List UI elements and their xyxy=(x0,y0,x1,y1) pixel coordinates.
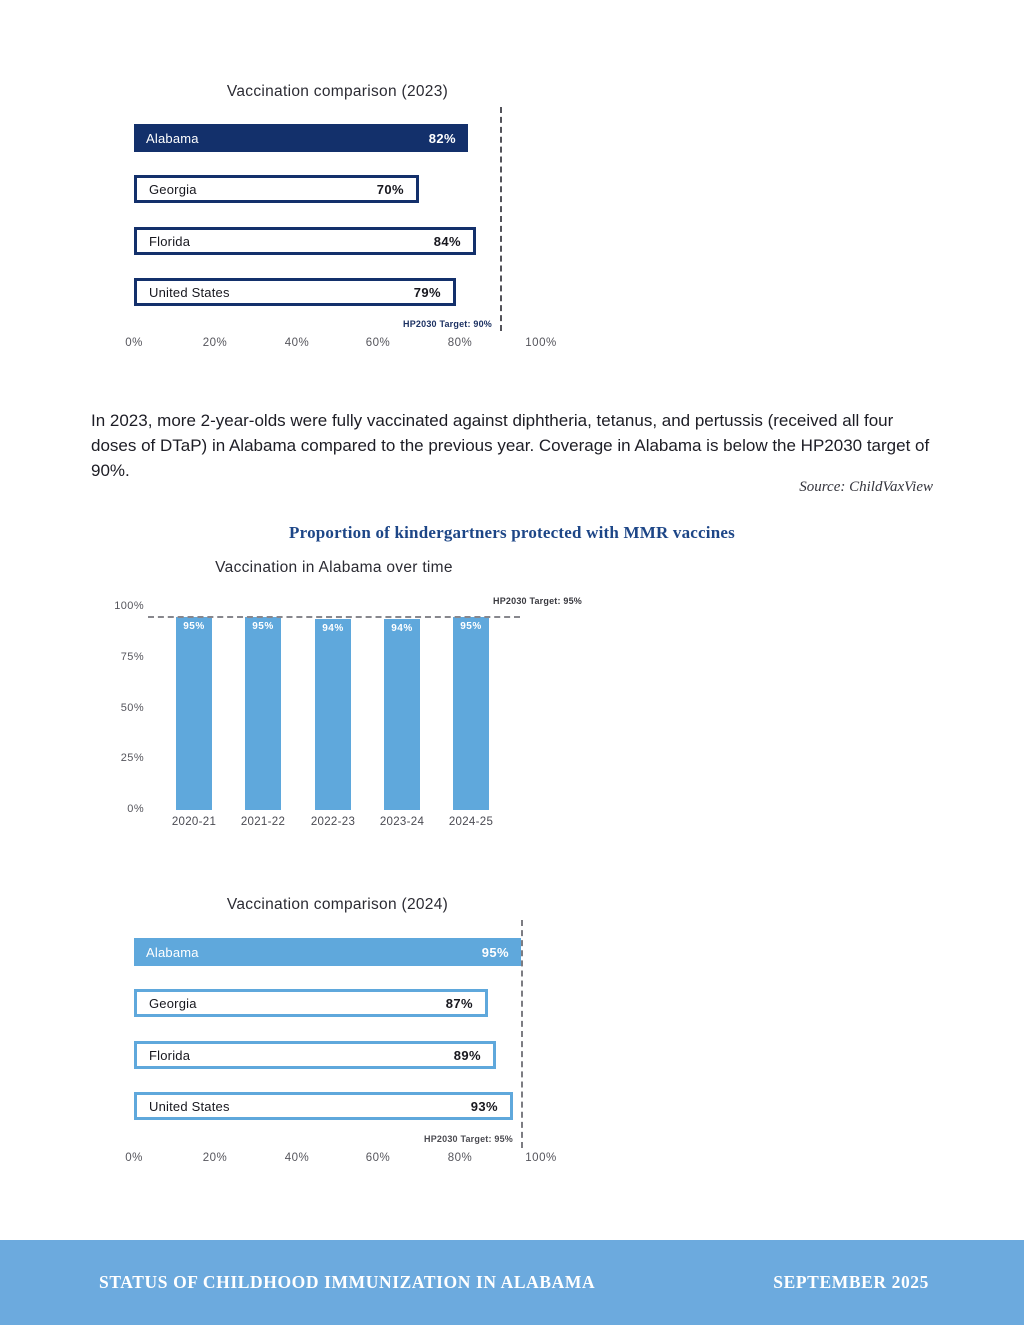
bar-georgia xyxy=(134,175,419,203)
chart-title: Vaccination in Alabama over time xyxy=(215,559,453,576)
x-tick: 2021-22 xyxy=(240,816,286,828)
bar-value: 95% xyxy=(252,621,274,632)
x-tick: 20% xyxy=(202,1152,228,1164)
y-tick: 75% xyxy=(120,651,144,663)
bar-label: Georgia xyxy=(149,181,197,197)
x-tick: 2020-21 xyxy=(171,816,217,828)
bar-value: 95% xyxy=(183,621,205,632)
bar-label: Florida xyxy=(149,1047,191,1063)
x-tick: 100% xyxy=(525,1152,557,1164)
bar-label: Alabama xyxy=(146,944,199,960)
bar-2020-21 xyxy=(176,617,212,810)
bar-united-states xyxy=(134,1092,513,1120)
plot-area xyxy=(134,920,541,1148)
target-label: HP2030 Target: 90% xyxy=(403,319,492,329)
chart-title: Vaccination comparison (2024) xyxy=(226,896,449,913)
x-tick: 40% xyxy=(284,337,310,349)
target-line xyxy=(521,920,523,1148)
y-tick: 100% xyxy=(114,600,144,612)
bar-value: 89% xyxy=(453,1047,481,1063)
bar-alabama xyxy=(134,938,521,966)
x-axis xyxy=(125,337,557,351)
x-tick: 60% xyxy=(365,337,391,349)
bar-value: 70% xyxy=(376,181,404,197)
bar-label: United States xyxy=(149,284,230,300)
bar-value: 94% xyxy=(322,623,344,634)
plot-area xyxy=(148,596,582,828)
bar-value: 94% xyxy=(391,623,413,634)
footer-title: STATUS OF CHILDHOOD IMMUNIZATION IN ALABAMA xyxy=(99,1272,596,1292)
chart-title: Vaccination comparison (2023) xyxy=(226,83,449,100)
bar-2024-25 xyxy=(453,617,489,810)
bar-label: Alabama xyxy=(146,130,199,146)
bar-label: Florida xyxy=(149,233,191,249)
x-axis xyxy=(125,1152,557,1166)
bar-value: 79% xyxy=(413,284,441,300)
bar-value: 87% xyxy=(445,995,473,1011)
bar-georgia xyxy=(134,989,488,1017)
x-tick: 80% xyxy=(447,337,473,349)
x-tick: 60% xyxy=(365,1152,391,1164)
target-label: HP2030 Target: 95% xyxy=(424,1134,513,1144)
bar-value: 95% xyxy=(481,944,509,960)
bar-label: United States xyxy=(149,1098,230,1114)
footer-bar xyxy=(0,1240,1024,1325)
y-axis xyxy=(110,600,144,815)
footer-date: SEPTEMBER 2025 xyxy=(773,1272,929,1292)
plot-area xyxy=(134,107,541,331)
chart-mmr-comparison-2024 xyxy=(125,896,734,1186)
y-tick: 0% xyxy=(127,803,144,815)
y-tick: 25% xyxy=(120,752,144,764)
x-tick: 2022-23 xyxy=(310,816,356,828)
x-tick: 2024-25 xyxy=(448,816,494,828)
target-line xyxy=(500,107,502,331)
bar-value: 84% xyxy=(433,233,461,249)
x-tick: 0% xyxy=(125,337,143,349)
x-tick: 80% xyxy=(447,1152,473,1164)
bar-alabama xyxy=(134,124,468,152)
bar-2023-24 xyxy=(384,619,420,810)
body-paragraph: In 2023, more 2-year-olds were fully vaccinated against diphtheria, tetanus, and pertussis (received all four doses of DTaP) in Alabama compared to the previous year. Coverage in Alabama is below the HP2030 target of 90%. xyxy=(91,411,930,480)
target-label: HP2030 Target: 95% xyxy=(493,596,582,606)
bar-2022-23 xyxy=(315,619,351,810)
x-tick: 0% xyxy=(125,1152,143,1164)
bar-2021-22 xyxy=(245,617,281,810)
target-line xyxy=(148,616,520,618)
x-tick: 2023-24 xyxy=(379,816,425,828)
bar-label: Georgia xyxy=(149,995,197,1011)
chart-dtap-comparison-2023 xyxy=(125,83,734,373)
x-tick: 20% xyxy=(202,337,228,349)
y-tick: 50% xyxy=(120,702,144,714)
bar-value: 95% xyxy=(460,621,482,632)
section-heading: Proportion of kindergartners protected with MMR vaccines xyxy=(289,523,735,543)
bar-united-states xyxy=(134,278,456,306)
x-tick: 100% xyxy=(525,337,557,349)
bar-value: 82% xyxy=(428,130,456,146)
bar-florida xyxy=(134,227,476,255)
x-tick: 40% xyxy=(284,1152,310,1164)
source-note: Source: ChildVaxView xyxy=(799,479,933,495)
bar-value: 93% xyxy=(470,1098,498,1114)
chart-mmr-trend xyxy=(110,559,710,839)
bar-florida xyxy=(134,1041,496,1069)
